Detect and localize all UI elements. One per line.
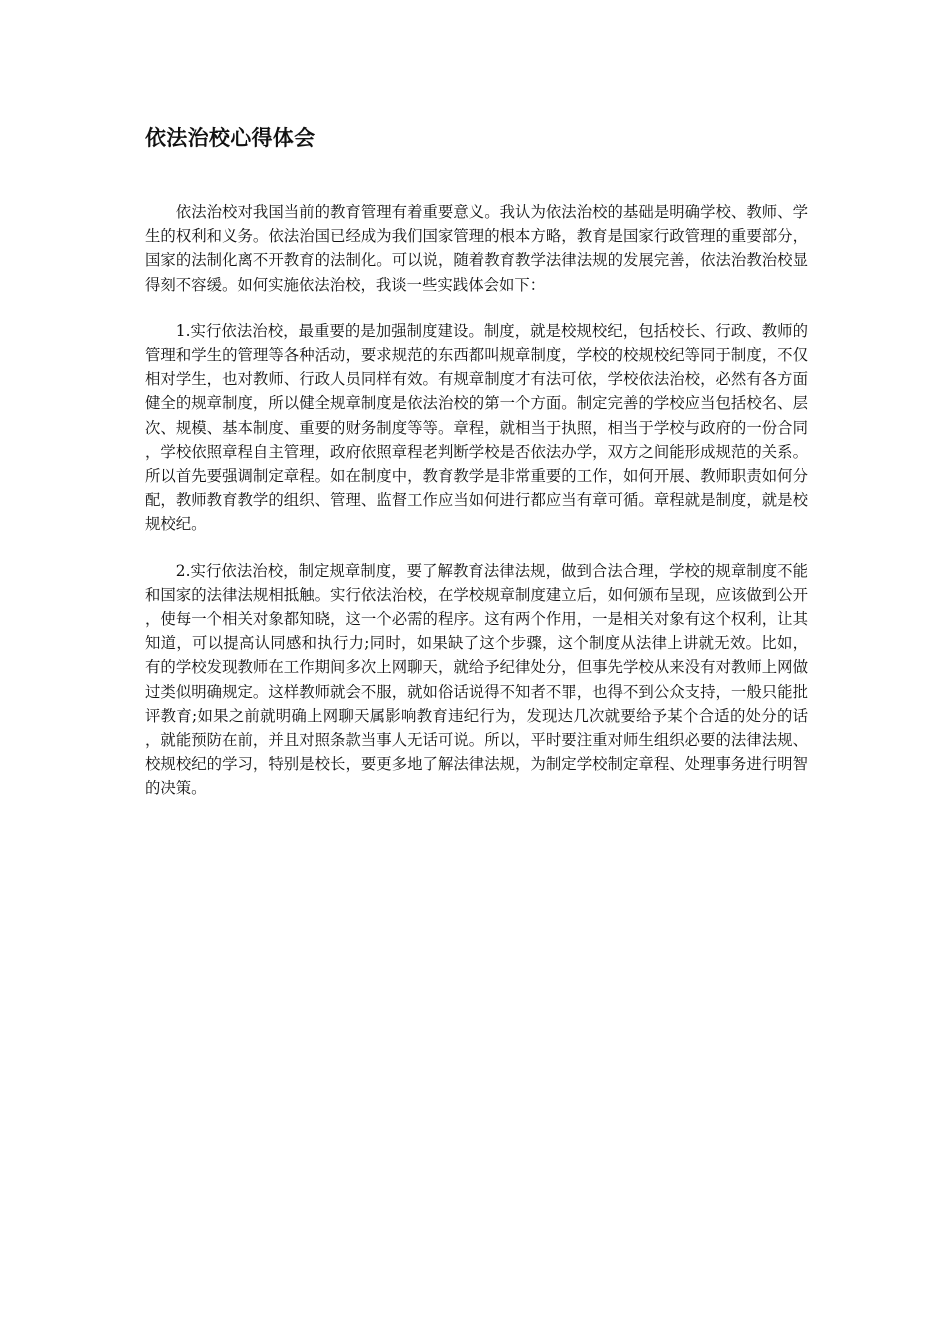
paragraph-intro: 依法治校对我国当前的教育管理有着重要意义。我认为依法治校的基础是明确学校、教师、学生的权利和义务。依法治国已经成为我们国家管理的根本方略，教育是国家行政管理的重要部分，国家的法制化离不开教育的法制化。可以说，随着教育教学法律法规的发展完善，依法治教治校显得刻不容缓。如何实施依法治校，我谈一些实践体会如下： xyxy=(145,203,808,294)
document-body xyxy=(145,122,808,801)
document-title: 依法治校心得体会 xyxy=(145,126,316,150)
paragraph-point-1: 1.实行依法治校，最重要的是加强制度建设。制度，就是校规校纪，包括校长、行政、教师的管理和学生的管理等各种活动，要求规范的东西都叫规章制度，学校的校规校纪等同于制度，不仅相对学生，也对教师、行政人员同样有效。有规章制度才有法可依，学校依法治校，必然有各方面健全的规章制度，所以健全规章制度是依法治校的第一个方面。制定完善的学校应当包括校名、层次、规模、基本制度、重要的财务制度等等。章程，就相当于执照，相当于学校与政府的一份合同，学校依照章程自主管理，政府依照章程老判断学校是否依法办学，双方之间能形成规范的关系。所以首先要强调制定章程。如在制度中，教育教学是非常重要的工作，如何开展、教师职责如何分配，教师教育教学的组织、管理、监督工作应当如何进行都应当有章可循。章程就是制度，就是校规校纪。 xyxy=(145,321,808,534)
paragraph-point-2: 2.实行依法治校，制定规章制度，要了解教育法律法规，做到合法合理，学校的规章制度不能和国家的法律法规相抵触。实行依法治校，在学校规章制度建立后，如何颁布呈现，应该做到公开，使每一个相关对象都知晓，这一个必需的程序。这有两个作用，一是相关对象有这个权利，让其知道，可以提高认同感和执行力;同时，如果缺了这个步骤，这个制度从法律上讲就无效。比如，有的学校发现教师在工作期间多次上网聊天，就给予纪律处分，但事先学校从来没有对教师上网做过类似明确规定。这样教师就会不服，就如俗话说得不知者不罪，也得不到公众支持，一般只能批评教育;如果之前就明确上网聊天属影响教育违纪行为，发现达几次就要给予某个合适的处分的话，就能预防在前，并且对照条款当事人无话可说。所以，平时要注重对师生组织必要的法律法规、校规校纪的学习，特别是校长，要更多地了解法律法规，为制定学校制定章程、处理事务进行明智的决策。 xyxy=(145,561,808,798)
